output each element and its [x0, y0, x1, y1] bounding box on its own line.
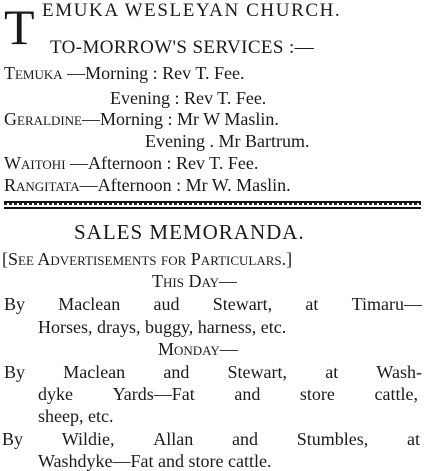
word: at — [406, 429, 420, 449]
sale-line: Washdyke—Fat and store cattle. — [38, 451, 272, 471]
word: Stewart, — [227, 362, 288, 382]
word: By — [2, 429, 24, 449]
service-row — [145, 132, 309, 150]
service-place: Waitohi — [4, 153, 66, 173]
word: Wildie, — [61, 429, 115, 449]
sale-line: Horses, drays, buggy, harness, etc. — [38, 317, 287, 337]
service-place: Temuka — [4, 63, 63, 83]
services-heading: TO-MORROW'S SERVICES :— — [50, 37, 315, 58]
sale-line: sheep, etc. — [38, 406, 114, 426]
service-text: —Afternoon : Rev T. Fee. — [65, 153, 259, 173]
sales-heading: SALES MEMORANDA. — [74, 220, 305, 244]
service-text: —Morning : Mr W Maslin. — [82, 109, 279, 129]
word: Yards—Fat — [112, 384, 195, 404]
drop-cap: T — [4, 0, 35, 55]
word: Timaru— — [351, 294, 422, 314]
word: By — [4, 294, 26, 314]
service-text: —Morning : Rev T. Fee. — [62, 63, 245, 83]
word: and — [231, 429, 258, 449]
service-text: Evening . Mr Bartrum. — [145, 131, 310, 151]
word: dyke — [38, 384, 73, 404]
word: Stewart, — [212, 294, 273, 314]
word: aud — [153, 294, 180, 314]
section-divider-fill — [4, 203, 421, 205]
service-row — [110, 89, 266, 107]
service-text: Evening : Rev T. Fee. — [110, 88, 267, 108]
service-row — [4, 176, 291, 194]
service-place: Rangitata — [4, 175, 80, 195]
word: store — [299, 384, 335, 404]
this-day-heading: This Day— — [152, 271, 238, 291]
see-advertisements: [See Advertisements for Particulars.] — [2, 249, 293, 269]
word: at — [325, 362, 339, 382]
monday-heading: Monday— — [158, 339, 238, 359]
service-place: Geraldine — [4, 109, 82, 129]
word: cattle, — [374, 384, 418, 404]
word: Maclean — [58, 294, 121, 314]
church-title: EMUKA WESLEYAN CHURCH. — [42, 0, 342, 21]
service-row — [4, 64, 245, 82]
word: By — [4, 362, 26, 382]
word: and — [163, 362, 190, 382]
word: Wash- — [376, 362, 422, 382]
word: and — [234, 384, 261, 404]
sale-line — [4, 295, 422, 313]
word: Stumbles, — [296, 429, 369, 449]
service-text: —Afternoon : Mr W. Maslin. — [79, 175, 291, 195]
sale-line — [4, 363, 422, 381]
sale-line — [2, 430, 420, 448]
word: Maclean — [63, 362, 126, 382]
word: at — [305, 294, 319, 314]
service-row — [4, 110, 279, 128]
service-row — [4, 154, 258, 172]
word: Allan — [153, 429, 194, 449]
sale-line — [38, 385, 418, 403]
